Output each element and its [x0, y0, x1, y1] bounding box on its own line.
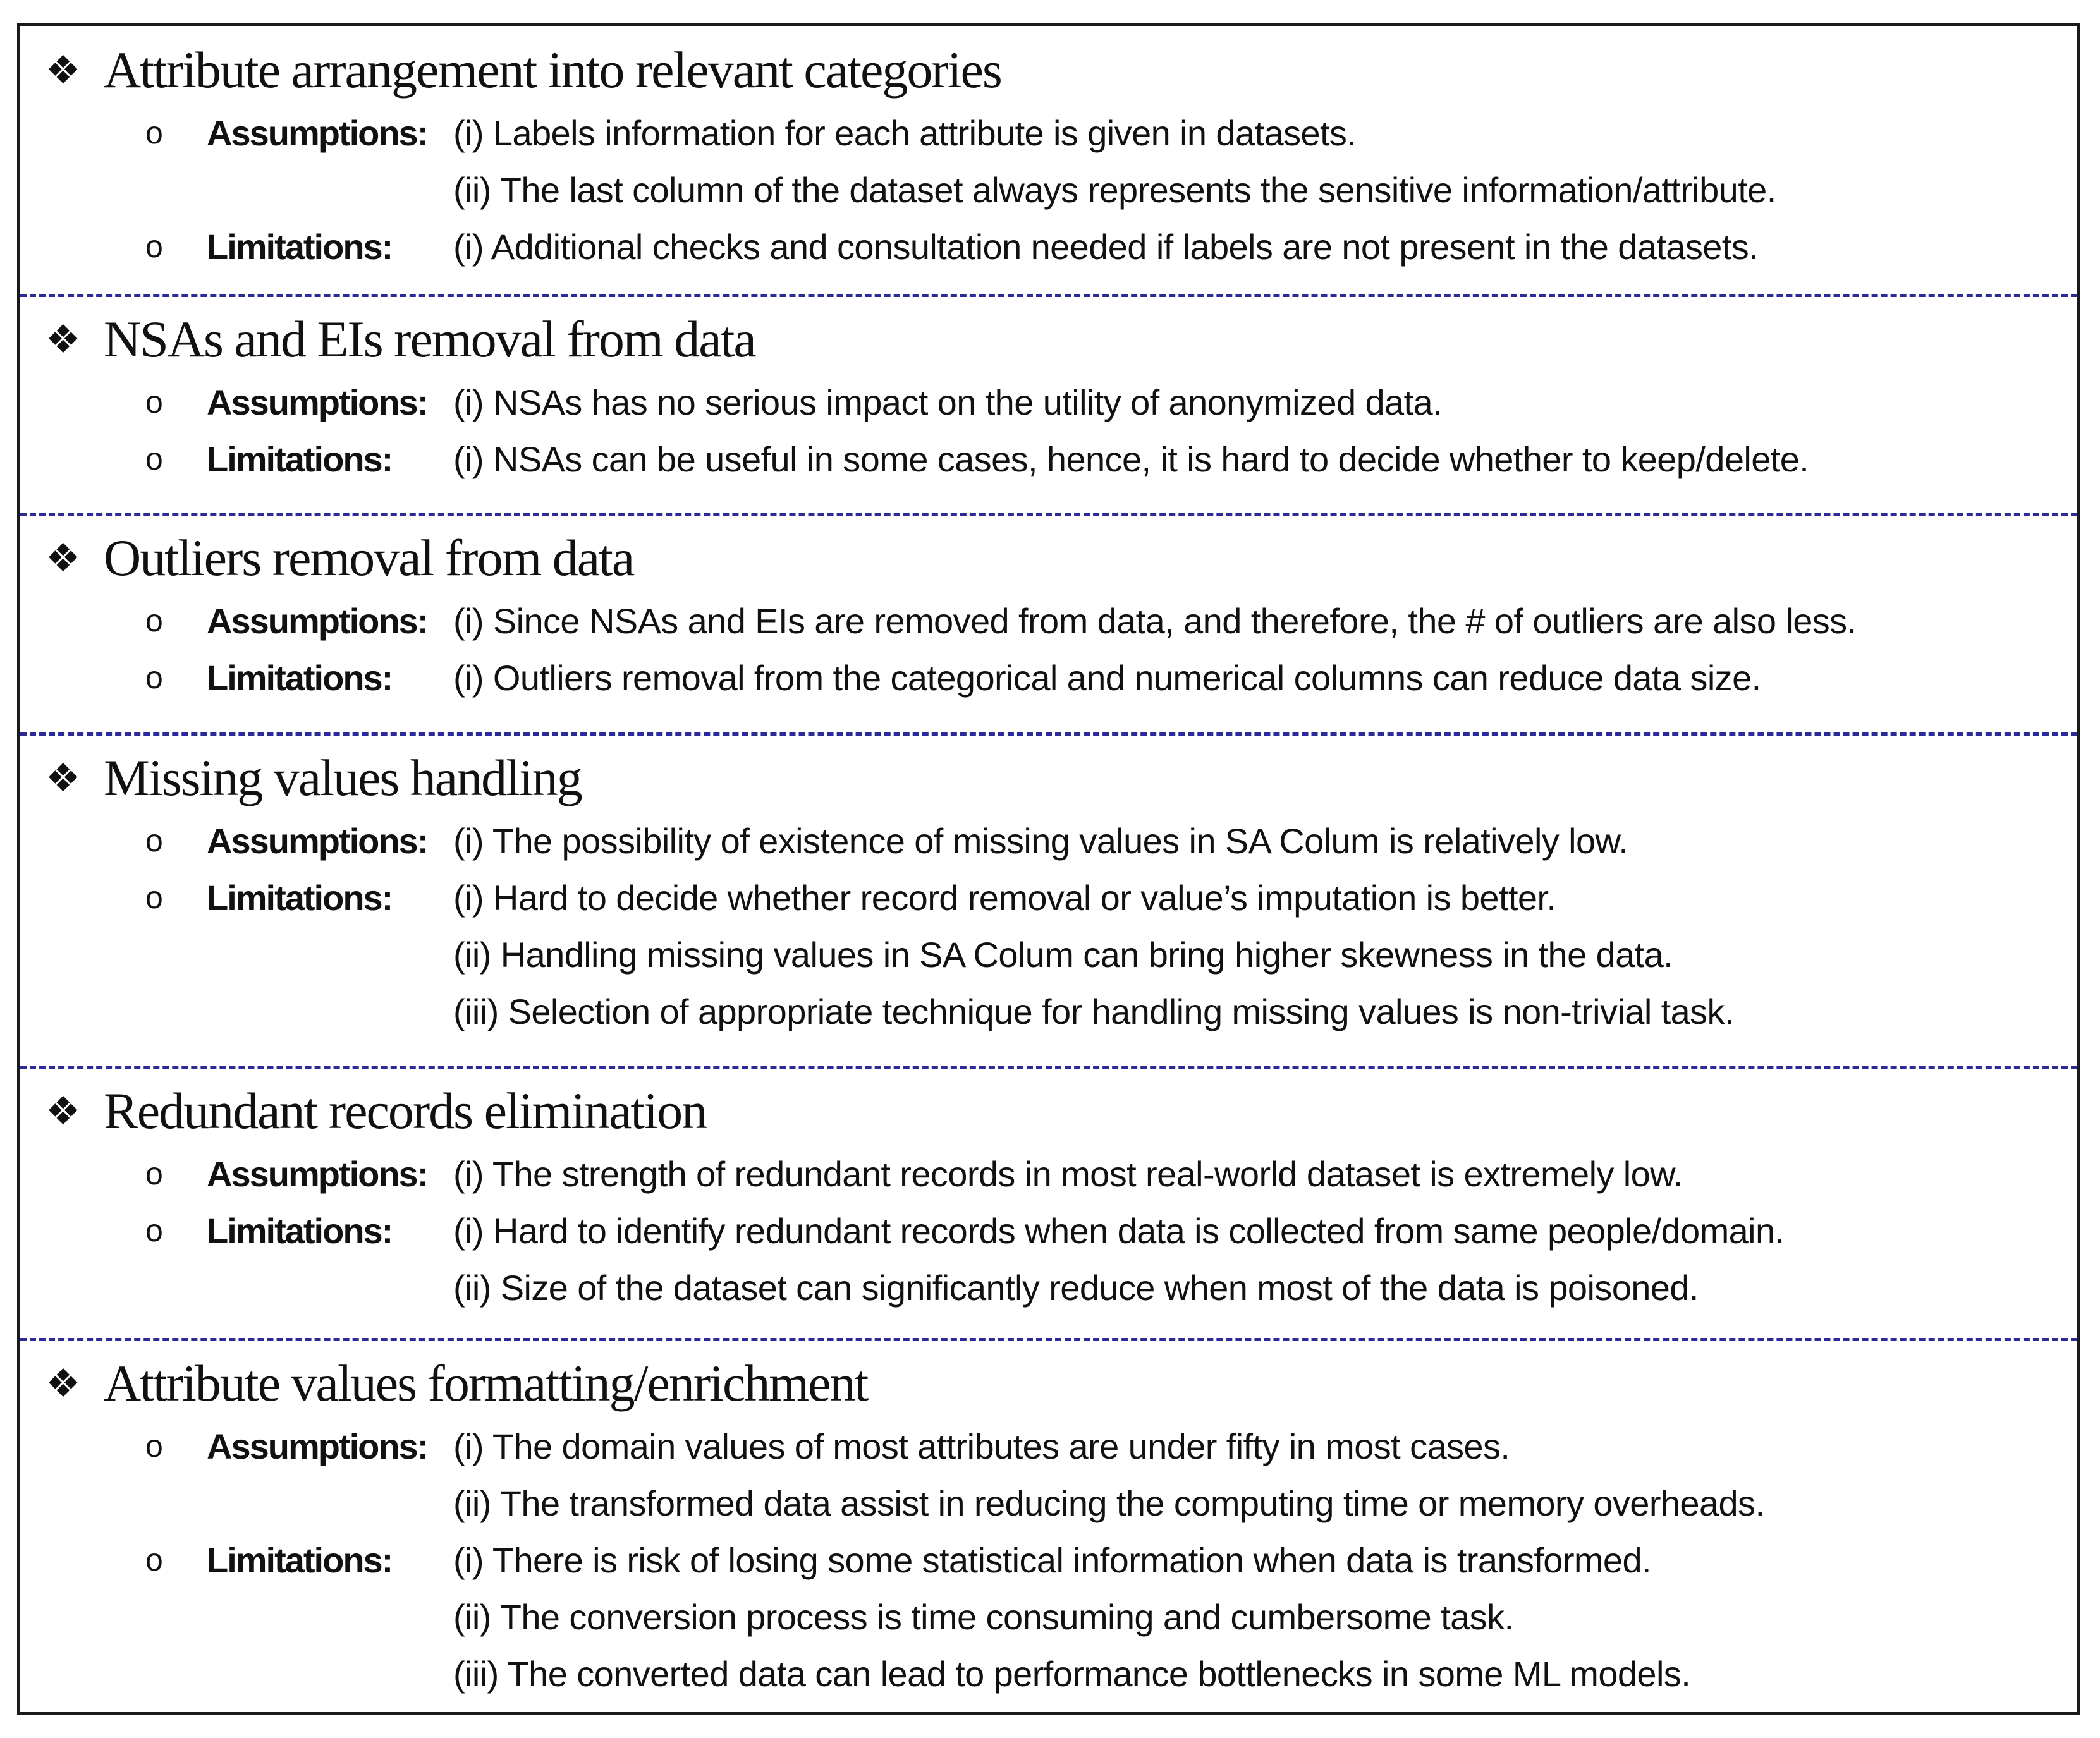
section	[20, 1339, 2077, 1702]
limitations-row	[20, 1588, 2077, 1645]
limitations-label: Limitations:	[207, 439, 393, 479]
limitations-row	[20, 1259, 2077, 1316]
limitations-row	[20, 926, 2077, 983]
limitations-row	[20, 430, 2077, 487]
assumptions-label: Assumptions:	[207, 820, 428, 861]
circle-bullet-icon: o	[145, 441, 163, 477]
assumptions-row	[20, 161, 2077, 218]
limitations-item: (i) Hard to decide whether record removal or value’s imputation is better.	[453, 877, 1556, 918]
assumptions-item: (i) Since NSAs and EIs are removed from data, and therefore, the # of outliers are also less.	[453, 600, 1857, 641]
diamond-bullet-icon: ❖	[46, 755, 81, 801]
section-heading	[20, 295, 2077, 374]
assumptions-label: Assumptions:	[207, 382, 428, 422]
circle-bullet-icon: o	[145, 115, 163, 150]
section	[20, 1067, 2077, 1316]
limitations-row	[20, 218, 2077, 275]
limitations-item: (iii) Selection of appropriate technique for handling missing values is non-trivial task.	[453, 991, 1734, 1031]
limitations-item: (i) NSAs can be useful in some cases, hence, it is hard to decide whether to keep/delete.	[453, 439, 1809, 479]
limitations-row	[20, 1202, 2077, 1259]
section-heading	[20, 26, 2077, 104]
circle-bullet-icon: o	[145, 229, 163, 264]
limitations-item: (i) There is risk of losing some statistical information when data is transformed.	[453, 1540, 1651, 1580]
limitations-row	[20, 869, 2077, 926]
assumptions-row	[20, 592, 2077, 649]
limitations-item: (ii) Handling missing values in SA Colum can bring higher skewness in the data.	[453, 934, 1673, 975]
assumptions-label: Assumptions:	[207, 112, 428, 153]
section-title: Missing values handling	[104, 749, 582, 806]
circle-bullet-icon: o	[145, 1213, 163, 1248]
limitations-row	[20, 983, 2077, 1040]
assumptions-item: (ii) The transformed data assist in reducing the computing time or memory overheads.	[453, 1483, 1765, 1523]
limitations-row	[20, 1531, 2077, 1588]
section	[20, 295, 2077, 487]
assumptions-item: (i) NSAs has no serious impact on the utility of anonymized data.	[453, 382, 1443, 422]
assumptions-row	[20, 104, 2077, 161]
section-heading	[20, 1067, 2077, 1145]
limitations-item: (iii) The converted data can lead to performance bottlenecks in some ML models.	[453, 1653, 1691, 1694]
assumptions-row	[20, 374, 2077, 430]
circle-bullet-icon: o	[145, 384, 163, 420]
limitations-label: Limitations:	[207, 226, 393, 267]
section	[20, 26, 2077, 275]
assumptions-item: (i) The possibility of existence of missing values in SA Colum is relatively low.	[453, 820, 1628, 861]
section-title: Redundant records elimination	[104, 1082, 707, 1139]
diamond-bullet-icon: ❖	[46, 316, 81, 362]
limitations-row	[20, 649, 2077, 706]
assumptions-label: Assumptions:	[207, 1153, 428, 1194]
section-heading	[20, 514, 2077, 592]
assumptions-item: (i) The domain values of most attributes are under fifty in most cases.	[453, 1426, 1510, 1466]
section-title: Outliers removal from data	[104, 529, 634, 586]
section-heading	[20, 734, 2077, 812]
section-title: Attribute arrangement into relevant categories	[104, 41, 1001, 99]
section-heading	[20, 1339, 2077, 1418]
circle-bullet-icon: o	[145, 1542, 163, 1577]
section	[20, 734, 2077, 1040]
assumptions-label: Assumptions:	[207, 1426, 428, 1466]
circle-bullet-icon: o	[145, 1428, 163, 1464]
section-title: NSAs and EIs removal from data	[104, 310, 755, 368]
circle-bullet-icon: o	[145, 823, 163, 858]
circle-bullet-icon: o	[145, 1156, 163, 1191]
limitations-label: Limitations:	[207, 877, 393, 918]
assumptions-row	[20, 1474, 2077, 1531]
circle-bullet-icon: o	[145, 880, 163, 915]
limitations-item: (ii) The conversion process is time consuming and cumbersome task.	[453, 1596, 1514, 1637]
limitations-label: Limitations:	[207, 1210, 393, 1251]
assumptions-row	[20, 1418, 2077, 1474]
assumptions-limitations-box	[17, 23, 2080, 1715]
limitations-item: (i) Hard to identify redundant records when data is collected from same people/domain.	[453, 1210, 1785, 1251]
section-title: Attribute values formatting/enrichment	[104, 1354, 868, 1412]
limitations-row	[20, 1645, 2077, 1702]
limitations-label: Limitations:	[207, 657, 393, 698]
limitations-item: (ii) Size of the dataset can significantly reduce when most of the data is poisoned.	[453, 1267, 1699, 1308]
assumptions-row	[20, 1145, 2077, 1202]
assumptions-row	[20, 812, 2077, 869]
assumptions-label: Assumptions:	[207, 600, 428, 641]
circle-bullet-icon: o	[145, 603, 163, 638]
diamond-bullet-icon: ❖	[46, 47, 81, 93]
diamond-bullet-icon: ❖	[46, 1088, 81, 1134]
section	[20, 514, 2077, 706]
diamond-bullet-icon: ❖	[46, 1360, 81, 1406]
circle-bullet-icon: o	[145, 660, 163, 695]
assumptions-item: (i) The strength of redundant records in most real-world dataset is extremely low.	[453, 1153, 1683, 1194]
diamond-bullet-icon: ❖	[46, 535, 81, 581]
assumptions-item: (i) Labels information for each attribute is given in datasets.	[453, 112, 1357, 153]
assumptions-item: (ii) The last column of the dataset always represents the sensitive information/attribute.	[453, 169, 1776, 210]
limitations-item: (i) Outliers removal from the categorical and numerical columns can reduce data size.	[453, 657, 1761, 698]
limitations-item: (i) Additional checks and consultation needed if labels are not present in the datasets.	[453, 226, 1759, 267]
limitations-label: Limitations:	[207, 1540, 393, 1580]
